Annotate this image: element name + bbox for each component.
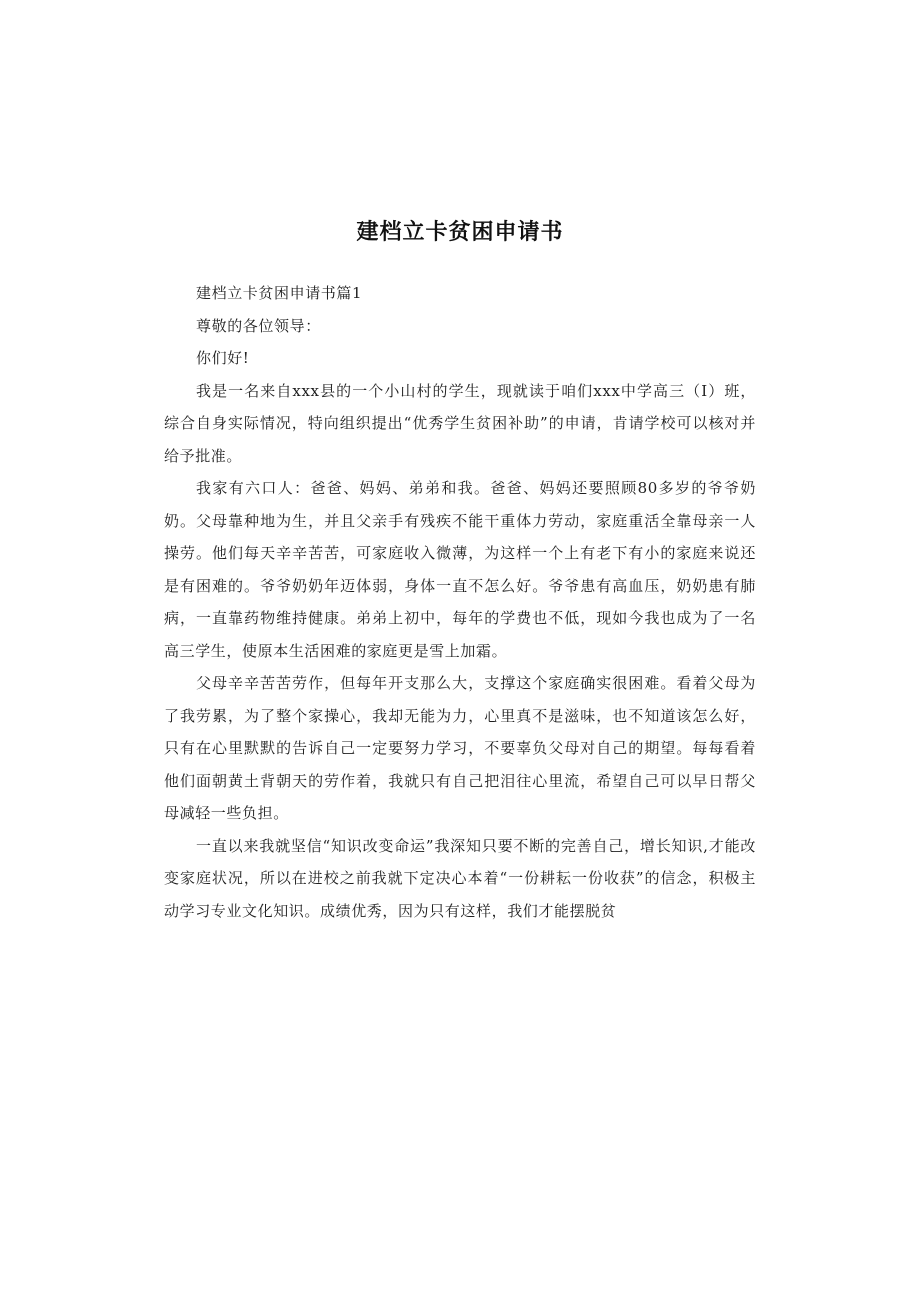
body-paragraph-hardship: 父母辛辛苦苦劳作，但每年开支那么大，支撑这个家庭确实很困难。看着父母为了我劳累，为了整个家操心，我却无能为力，心里真不是滋味，也不知道该怎么好，只有在心里默默的告诉自己一定要努力学习，不要辜负父母对自己的期望。每每看着他们面朝黄土背朝天的劳作着，我就只有自己把泪往心里流，希望自己可以早日帮父母减轻一些负担。 — [164, 674, 756, 822]
body-paragraph-intro: 我是一名来自xxx县的一个小山村的学生，现就读于咱们xxx中学高三（I）班，综合自身实际情况，特向组织提出“优秀学生贫困补助”的申请，肯请学校可以核对并给予批准。 — [164, 381, 756, 465]
document-body — [164, 277, 756, 927]
section-heading: 建档立卡贫困申请书篇1 — [196, 284, 363, 302]
body-paragraph-family: 我家有六口人：爸爸、妈妈、弟弟和我。爸爸、妈妈还要照顾80多岁的爷爷奶奶。父母靠种地为生，并且父亲手有残疾不能干重体力劳动，家庭重活全靠母亲一人操劳。他们每天辛辛苦苦，可家庭收入微薄，为这样一个上有老下有小的家庭来说还是有困难的。爷爷奶奶年迈体弱，身体一直不怎么好。爷爷患有高血压，奶奶患有肺病，一直靠药物维持健康。弟弟上初中，每年的学费也不低，现如今我也成为了一名高三学生，使原本生活困难的家庭更是雪上加霜。 — [164, 479, 756, 660]
salutation: 尊敬的各位领导： — [196, 316, 321, 335]
document-title: 建档立卡贫困申请书 — [356, 220, 564, 245]
body-paragraph-belief: 一直以来我就坚信“知识改变命运”我深知只要不断的完善自己，增长知识,才能改变家庭状况，所以在进校之前我就下定决心本着“一份耕耘一份收获”的信念，积极主动学习专业文化知识。成绩优秀，因为只有这样，我们才能摆脱贫 — [164, 836, 756, 920]
greeting: 你们好! — [196, 349, 250, 367]
